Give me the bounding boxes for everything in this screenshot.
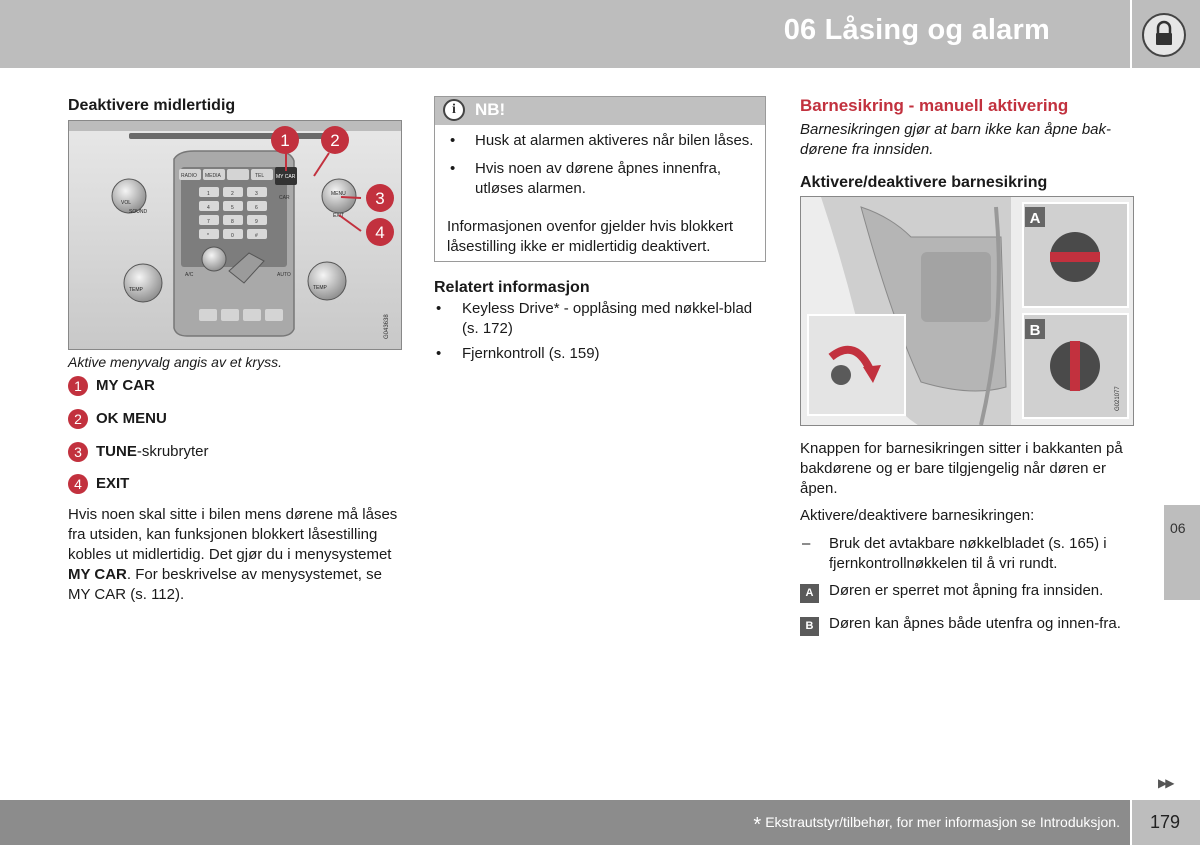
info-icon: i	[443, 99, 465, 121]
step-dash: –	[802, 535, 811, 552]
footnote-star: *	[753, 814, 762, 836]
center-console-figure	[68, 120, 402, 350]
btn-vol-label: VOL	[121, 200, 132, 206]
legend-number: 3	[68, 442, 88, 462]
figure-code-2: G021077	[1115, 386, 1121, 411]
key-6: 6	[255, 205, 258, 211]
menu-name: MY CAR	[68, 566, 127, 583]
footer-note-text: Ekstrautstyr/tilbehør, for mer informasjon se Introduksjon.	[765, 814, 1120, 830]
related-heading: Relatert informasjon	[434, 279, 590, 296]
related-link[interactable]: • Keyless Drive* - opplåsing med nøkkel-blad (s. 172)	[434, 299, 754, 339]
key-3: 3	[255, 191, 258, 197]
paragraph-text: Hvis noen skal sitte i bilen mens dørene må låses fra utsiden, kan funksjonen blokkert låsestilling kobles ut midlertidig. Det gjør du i menysystemet	[68, 506, 398, 563]
note-bullet: • Hvis noen av dørene åpnes innenfra, utløses alarmen.	[447, 159, 759, 199]
key-1: 1	[207, 191, 210, 197]
page-number-box	[1132, 800, 1200, 845]
figure-code: G043638	[384, 314, 390, 339]
footer-bar	[0, 800, 1130, 845]
key-8: 8	[231, 219, 234, 225]
side-tab-label: 06	[1170, 520, 1186, 536]
chapter-title: 06 Låsing og alarm	[783, 14, 1050, 46]
btn-exit-label: EXIT	[333, 213, 345, 219]
legend-item	[68, 409, 167, 429]
btn-auto-label: AUTO	[277, 272, 291, 278]
key-5: 5	[231, 205, 234, 211]
btn-menu-label: MENU	[331, 191, 346, 197]
btn-temp-right-label: TEMP	[313, 285, 327, 291]
state-text: Døren er sperret mot åpning fra innsiden.	[829, 582, 1104, 599]
note-bullets	[447, 131, 759, 207]
callout-4: 4	[375, 223, 385, 242]
note-text: Informasjonen ovenfor gjelder hvis blokkert låsestilling ikke er midlertidig deaktivert.	[447, 218, 733, 255]
double-arrow-right-icon: ▶▶	[1158, 776, 1173, 790]
state-item-a	[800, 581, 1140, 601]
key-2: 2	[231, 191, 234, 197]
legend-item	[68, 442, 209, 462]
note-box-header	[435, 97, 765, 125]
figure-caption: Aktive menyvalg angis av et kryss.	[68, 354, 282, 370]
figure-label-a: A	[1029, 210, 1041, 227]
btn-media-label: MEDIA	[205, 173, 221, 179]
legend-item	[68, 376, 155, 396]
callout-2: 2	[330, 131, 340, 150]
legend-item	[68, 474, 129, 494]
note-bullet: • Husk at alarmen aktiveres når bilen låses.	[447, 131, 759, 151]
state-item-b	[800, 614, 1140, 634]
related-link[interactable]: • Fjernkontroll (s. 159)	[434, 344, 754, 364]
key-star: *	[207, 233, 209, 239]
figure-label-b: B	[1029, 322, 1041, 339]
header-icon-box	[1132, 0, 1200, 68]
legend-label: TUNE	[96, 443, 137, 460]
subheading-activate: Aktivere/deaktivere barnesikring	[800, 174, 1048, 191]
key-4: 4	[207, 205, 210, 211]
key-7: 7	[207, 219, 210, 225]
callout-1: 1	[280, 131, 290, 150]
callout-3: 3	[375, 189, 385, 208]
body-paragraph	[68, 505, 398, 605]
header-bar	[0, 0, 1130, 68]
legend-number: 1	[68, 376, 88, 396]
legend-label: OK MENU	[96, 410, 167, 427]
lock-icon	[1142, 13, 1186, 57]
btn-tel-label: TEL	[255, 173, 265, 179]
note-box	[434, 96, 766, 262]
legend-number: 4	[68, 474, 88, 494]
section-heading-deactivate: Deaktivere midlertidig	[68, 97, 236, 114]
badge-a: A	[800, 584, 819, 603]
key-9: 9	[255, 219, 258, 225]
legend-number: 2	[68, 409, 88, 429]
state-text: Døren kan åpnes både utenfra og innen-fra.	[829, 615, 1121, 632]
body-paragraph: Knappen for barnesikringen sitter i bakkanten på bakdørene og er bare tilgjengelig når døren er åpen.	[800, 440, 1123, 497]
section-title-child-lock: Barnesikring - manuell aktivering	[800, 96, 1069, 115]
paragraph-text: . For beskrivelse av menysystemet, se MY CAR (s. 112).	[68, 566, 382, 603]
key-hash: #	[255, 233, 258, 239]
btn-ac-label: A/C	[185, 272, 194, 278]
btn-mycar-label: MY CAR	[276, 174, 296, 180]
body-paragraph: Aktivere/deaktivere barnesikringen:	[800, 507, 1035, 524]
btn-sound-label: SOUND	[129, 209, 148, 215]
legend-label: EXIT	[96, 475, 130, 492]
section-intro: Barnesikringen gjør at barn ikke kan åpne bak-dørene fra innsiden.	[800, 121, 1112, 158]
child-lock-figure	[800, 196, 1134, 426]
footer-note	[753, 814, 1120, 837]
btn-car-label: CAR	[279, 195, 290, 201]
related-list	[434, 299, 754, 369]
note-title: NB!	[475, 100, 506, 119]
step-text: Bruk det avtakbare nøkkelbladet (s. 165) i fjernkontrollnøkkelen til å vri rundt.	[829, 535, 1107, 572]
legend-label: MY CAR	[96, 377, 155, 394]
legend-suffix: -skrubryter	[136, 443, 209, 460]
key-0: 0	[231, 233, 234, 239]
page-number: 179	[1150, 812, 1181, 832]
chapter-side-tab[interactable]	[1164, 505, 1200, 600]
btn-temp-left-label: TEMP	[129, 287, 143, 293]
step-item	[800, 534, 1140, 574]
btn-radio-label: RADIO	[181, 173, 197, 179]
badge-b: B	[800, 617, 819, 636]
